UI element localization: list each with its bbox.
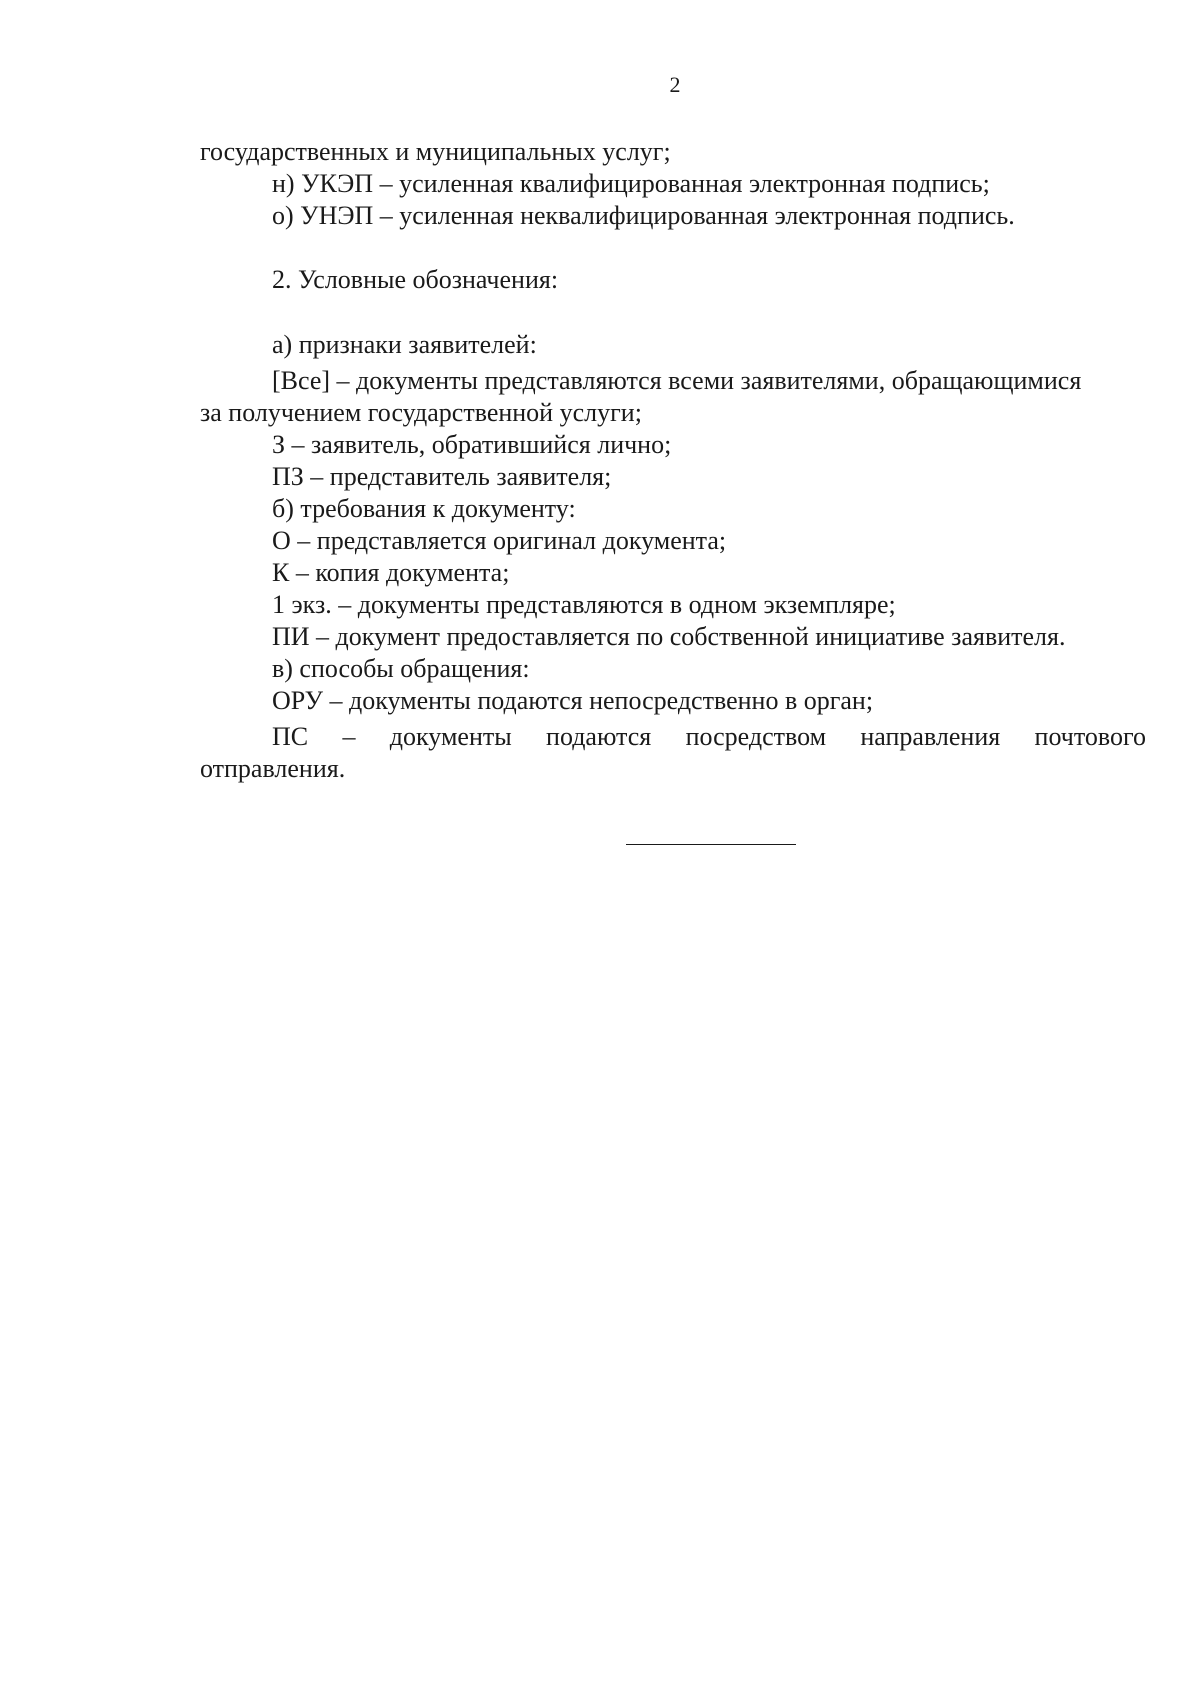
subsection-heading: а) признаки заявителей: [272,330,537,359]
text-line: ОРУ – документы подаются непосредственно в орган; [272,686,874,715]
text-line: н) УКЭП – усиленная квалифицированная электронная подпись; [272,169,990,198]
text-line: за получением государственной услуги; [200,398,642,427]
text-line: отправления. [200,754,346,783]
closing-divider [626,844,796,845]
text-line: ПС – документы подаются посредством направления почтового [272,722,1146,751]
text-line: К – копия документа; [272,558,510,587]
subsection-heading: б) требования к документу: [272,494,576,523]
text-line: З – заявитель, обратившийся лично; [272,430,672,459]
text-line: 1 экз. – документы представляются в одном экземпляре; [272,590,896,619]
section-heading: 2. Условные обозначения: [272,265,559,294]
text-line: [Все] – документы представляются всеми заявителями, обращающимися [272,366,1082,395]
subsection-heading: в) способы обращения: [272,654,530,683]
text-line: государственных и муниципальных услуг; [200,137,671,166]
text-line: о) УНЭП – усиленная неквалифицированная электронная подпись. [272,201,1015,230]
text-line: ПЗ – представитель заявителя; [272,462,612,491]
page-number: 2 [669,72,681,97]
text-line: ПИ – документ предоставляется по собственной инициативе заявителя. [272,622,1066,651]
text-line: О – представляется оригинал документа; [272,526,727,555]
